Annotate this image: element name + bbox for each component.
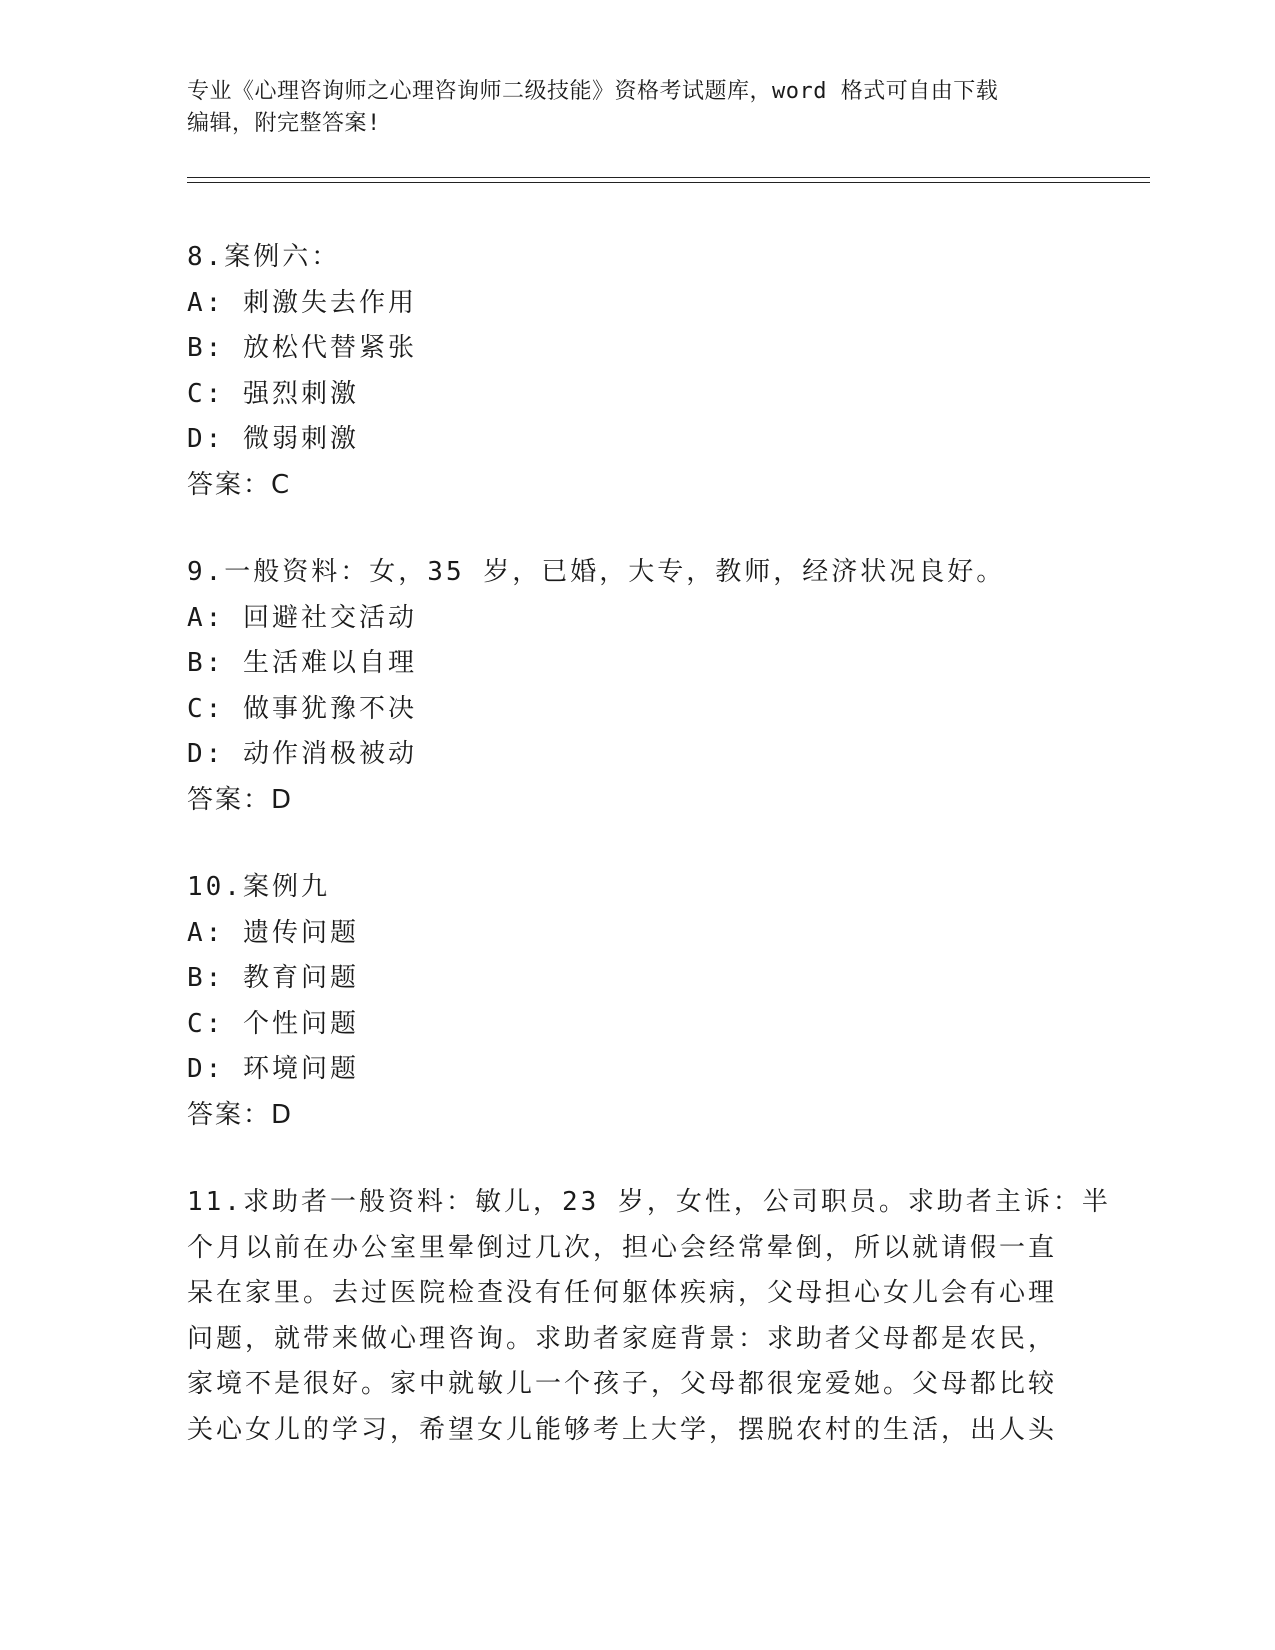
header-divider-top <box>187 177 1150 178</box>
question-title: 8.案例六： <box>187 242 341 272</box>
answer-label: 答案：D <box>187 1099 294 1130</box>
option-b: B: 放松代替紧张 <box>187 333 417 363</box>
question-title: 9.一般资料：女，35 岁，已婚，大专，教师，经济状况良好。 <box>187 557 1006 587</box>
option-a: A: 遗传问题 <box>187 917 359 948</box>
question-11-line: 家境不是很好。家中就敏儿一个孩子，父母都很宠爱她。父母都比较 <box>187 1369 1058 1399</box>
option-d: D: 微弱刺激 <box>187 424 359 454</box>
question-8 <box>187 235 1087 508</box>
option-c: C: 强烈刺激 <box>187 378 359 409</box>
question-title: 10.案例九 <box>187 872 330 902</box>
question-9 <box>187 550 1087 823</box>
option-d: D: 环境问题 <box>187 1054 359 1084</box>
option-a: A: 刺激失去作用 <box>187 287 417 318</box>
option-d: D: 动作消极被动 <box>187 739 417 769</box>
document-header <box>187 76 1067 140</box>
option-c: C: 做事犹豫不决 <box>187 693 417 724</box>
question-11-line: 关心女儿的学习，希望女儿能够考上大学，摆脱农村的生活，出人头 <box>187 1414 1058 1445</box>
question-list <box>187 235 1111 1453</box>
option-b: B: 生活难以自理 <box>187 648 417 678</box>
answer-label: 答案：D <box>187 784 294 815</box>
option-a: A: 回避社交活动 <box>187 602 417 633</box>
question-11-line: 11.求助者一般资料：敏儿，23 岁，女性，公司职员。求助者主诉：半 <box>187 1187 1111 1217</box>
answer-label: 答案：C <box>187 469 292 500</box>
question-11-line: 问题，就带来做心理咨询。求助者家庭背景：求助者父母都是农民， <box>187 1323 1058 1354</box>
option-b: B: 教育问题 <box>187 963 359 993</box>
question-11-line: 呆在家里。去过医院检查没有任何躯体疾病，父母担心女儿会有心理 <box>187 1278 1058 1308</box>
question-11 <box>187 1180 1111 1453</box>
header-line-1: 专业《心理咨询师之心理咨询师二级技能》资格考试题库，word 格式可自由下载 <box>187 79 999 104</box>
question-10 <box>187 865 1087 1138</box>
question-11-line: 个月以前在办公室里晕倒过几次，担心会经常晕倒，所以就请假一直 <box>187 1232 1058 1263</box>
header-line-2: 编辑，附完整答案! <box>187 111 381 136</box>
header-divider-bottom <box>187 182 1150 183</box>
option-c: C: 个性问题 <box>187 1008 359 1039</box>
